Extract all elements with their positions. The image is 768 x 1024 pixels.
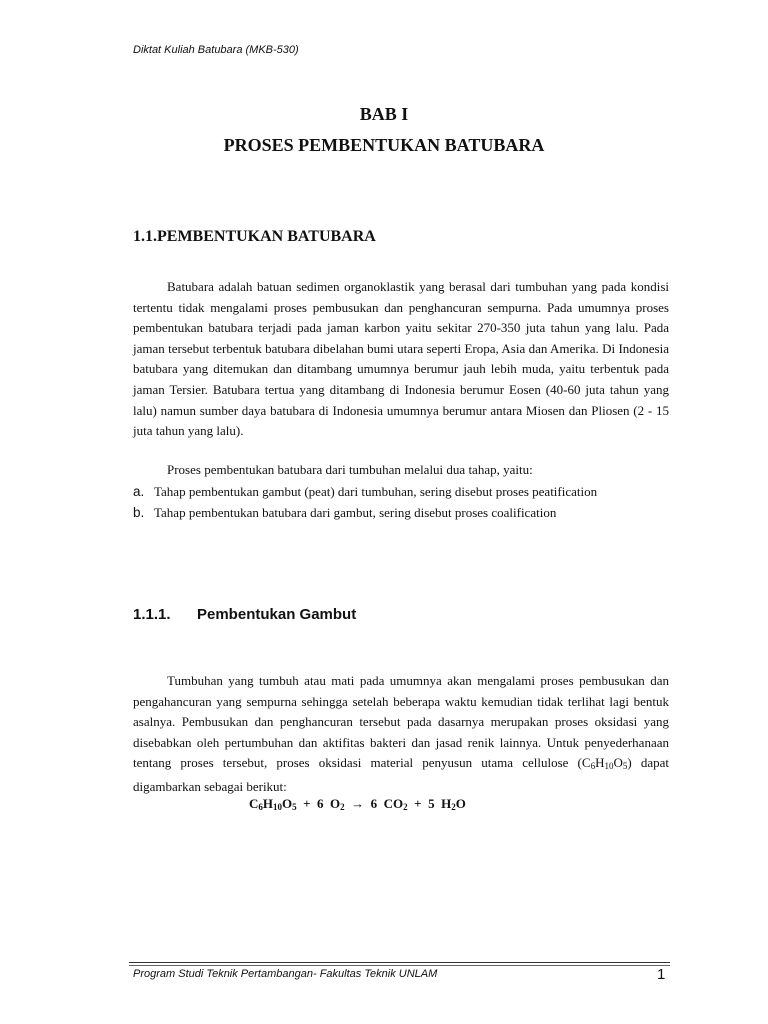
process-list [133, 482, 613, 523]
running-header: Diktat Kuliah Batubara (MKB-530) [133, 44, 299, 56]
chapter-label: BAB I [359, 104, 409, 124]
running-footer: Program Studi Teknik Pertambangan- Fakultas Teknik UNLAM [133, 968, 438, 980]
paragraph-1-text: Batubara adalah batuan sedimen organoklastik yang berasal dari tumbuhan yang pada kondisi tertentu tidak mengalami proses pembusukan dan penghancuran sempurna. Pada umumnya proses pembentukan batubara terjadi pada jaman karbon yaitu sekitar 270-350 juta tahun yang lalu. Pada jaman tersebut terbentuk batubara dibelahan bumi utara seperti Eropa, Asia dan Amerika. Di Indonesia batubara yang ditemukan dan ditambang umumnya berumur jauh lebih muda, yaitu terbentuk pada jaman Tersier. Batubara tertua yang ditambang di Indonesia berumur Eosen (40-60 juta tahun yang lalu) namun sumber daya batubara di Indonesia umumnya berumur antara Miosen dan Pliosen (2 - 15 juta tahun yang lalu). [133, 279, 669, 439]
footer-divider-thin [129, 965, 670, 966]
paragraph-2 [133, 460, 669, 481]
paragraph-3-text [133, 671, 669, 798]
list-item [133, 482, 613, 503]
oxidation-equation: $C_6H_{10}O_5 + 6$ $O_2 \to 6$ $CO_2 + 5$ $H_2O$ [249, 796, 466, 812]
subsection-title [133, 606, 356, 623]
cellulose-formula: $C_6H_{10}O_5$ [581, 755, 628, 772]
subsection-title-text: Pembentukan Gambut [197, 606, 357, 623]
paragraph-3-tail: ) dapat digambarkan sebagai berikut: [133, 755, 669, 794]
paragraph-1 [133, 277, 669, 442]
subsection-number: 1.1.1. [133, 606, 171, 623]
paragraph-2-text: Proses pembentukan batubara dari tumbuhan melalui dua tahap, yaitu: [167, 462, 533, 477]
list-item-text: Tahap pembentukan batubara dari gambut, sering disebut proses coalification [154, 504, 557, 520]
list-marker: b. [133, 504, 145, 520]
list-item-text: Tahap pembentukan gambut (peat) dari tumbuhan, sering disebut proses peatification [154, 484, 598, 499]
paragraph-3 [133, 671, 669, 798]
page-number: 1 [657, 966, 666, 983]
paragraph-3-body: Tumbuhan yang tumbuh atau mati pada umumnya akan mengalami proses pembusukan dan pengahancuran yang sempurna sehingga setelah beberapa waktu kemudian tidak terlihat lagi bentuk asalnya. Pembusukan dan penghancuran tersebut pada dasarnya merupakan proses oksidasi yang disebabkan oleh pertumbuhan dan aktifitas bakteri dan jasad renik lainnya. Untuk penyederhanaan tentang proses tersebut, proses oksidasi material penyusun utama cellulose ( [133, 673, 669, 771]
list-marker: a. [133, 484, 145, 499]
footer-divider [129, 962, 670, 963]
chapter-title: PROSES PEMBENTUKAN BATUBARA [223, 135, 545, 155]
list-item [133, 503, 613, 524]
section-title: 1.1.PEMBENTUKAN BATUBARA [133, 228, 376, 245]
